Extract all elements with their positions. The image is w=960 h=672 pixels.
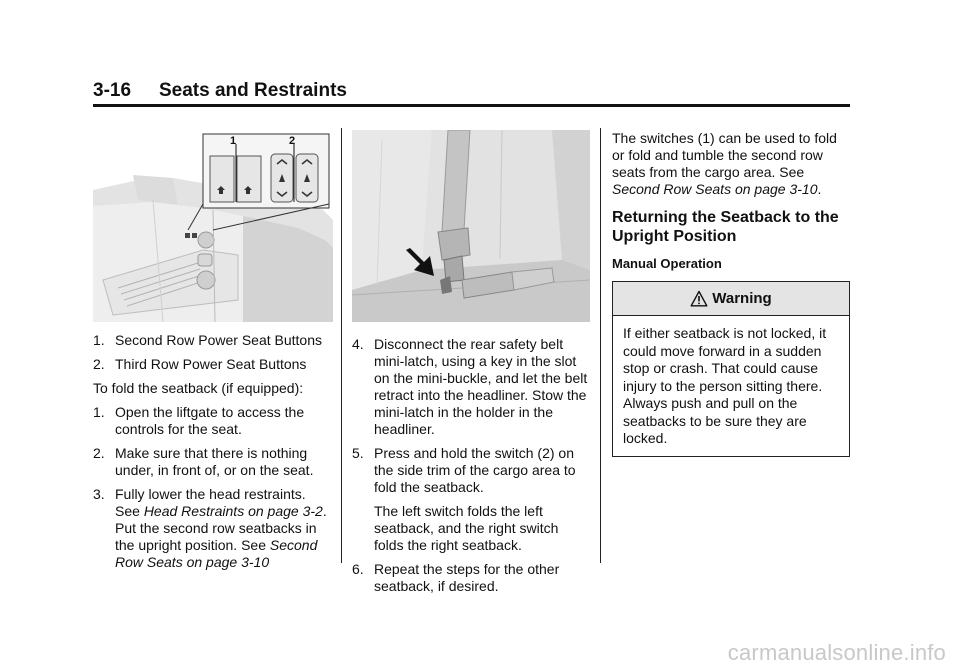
page-header xyxy=(93,80,347,102)
step-text: Repeat the steps for the other seatback, if desired. xyxy=(374,561,560,594)
step-6 xyxy=(352,561,590,595)
column-2 xyxy=(352,130,590,602)
head-restraints-link[interactable]: Head Restraints on page 3-2 xyxy=(143,503,323,519)
warning-icon xyxy=(690,290,708,308)
cargo-trim-drawing xyxy=(93,130,333,322)
warning-box xyxy=(612,281,850,457)
callout-label-2: 2 xyxy=(288,135,296,147)
header-rule xyxy=(93,104,850,107)
mini-latch-illustration xyxy=(352,130,590,322)
section-heading: Returning the Seatback to the Upright Position xyxy=(612,209,839,245)
mini-latch-drawing xyxy=(352,130,590,322)
column-divider-1 xyxy=(341,128,342,563)
watermark: carmanualsonline.info xyxy=(727,640,946,665)
step-text: Press and hold the switch (2) on the side trim of the cargo area to fold the seatback. xyxy=(374,445,576,495)
column-3 xyxy=(612,130,852,457)
fold-intro: To fold the seatback (if equipped): xyxy=(93,380,304,396)
warning-title: Warning xyxy=(712,290,772,307)
section-title: Seats and Restraints xyxy=(159,80,347,101)
switches-intro xyxy=(612,130,852,198)
step-4 xyxy=(352,336,590,438)
step-text: Disconnect the rear safety belt mini-latch, using a key in the slot on the mini-buckle, and let the belt retract into the headliner. Stow the mini-latch in the holder in the headliner. xyxy=(374,336,588,437)
step-number: 5. xyxy=(352,445,364,461)
step-number: 2. xyxy=(93,445,105,461)
step-number: 1. xyxy=(93,404,105,420)
step-number: 4. xyxy=(352,336,364,352)
step-text-part: . Put the second row seatbacks in the upright position. See xyxy=(115,503,327,553)
figure-caption-2 xyxy=(93,356,333,373)
caption-number: 1. xyxy=(93,332,105,348)
step-number: 3. xyxy=(93,486,105,502)
intro-text: The switches (1) can be used to fold or fold and tumble the second row seats from the cargo area. See xyxy=(612,130,837,180)
caption-text: Third Row Power Seat Buttons xyxy=(115,356,307,372)
figure-caption-1 xyxy=(93,332,333,349)
step-3 xyxy=(93,486,333,571)
step-text: Make sure that there is nothing under, in front of, or on the seat. xyxy=(115,445,314,478)
step-2 xyxy=(93,445,333,479)
subheading: Manual Operation xyxy=(612,256,722,271)
step-text-part: Fully lower the head restraints. See xyxy=(115,486,306,519)
step-5 xyxy=(352,445,590,554)
warning-text: If either seatback is not locked, it could move forward in a sudden stop or crash. That could cause injury to the person sitting there. Always push and pull on the seatbacks to be sure they are locked. xyxy=(623,325,827,446)
page-number: 3-16 xyxy=(93,80,132,101)
warning-header xyxy=(613,282,849,316)
caption-number: 2. xyxy=(93,356,105,372)
step-number: 6. xyxy=(352,561,364,577)
second-row-seats-link[interactable]: Second Row Seats on page 3-10 xyxy=(612,181,818,197)
column-1 xyxy=(93,130,333,578)
second-row-seats-link[interactable]: Second Row Seats on page 3-10 xyxy=(115,537,318,570)
intro-end: . xyxy=(817,181,822,197)
column-divider-2 xyxy=(600,128,601,563)
caption-text: Second Row Power Seat Buttons xyxy=(115,332,323,348)
cargo-switch-illustration xyxy=(93,130,333,322)
step-1 xyxy=(93,404,333,438)
callout-label-1: 1 xyxy=(229,135,237,147)
step-5-note: The left switch folds the left seatback, and the right switch folds the right seatback. xyxy=(374,503,559,553)
step-text: Open the liftgate to access the controls for the seat. xyxy=(115,404,305,437)
